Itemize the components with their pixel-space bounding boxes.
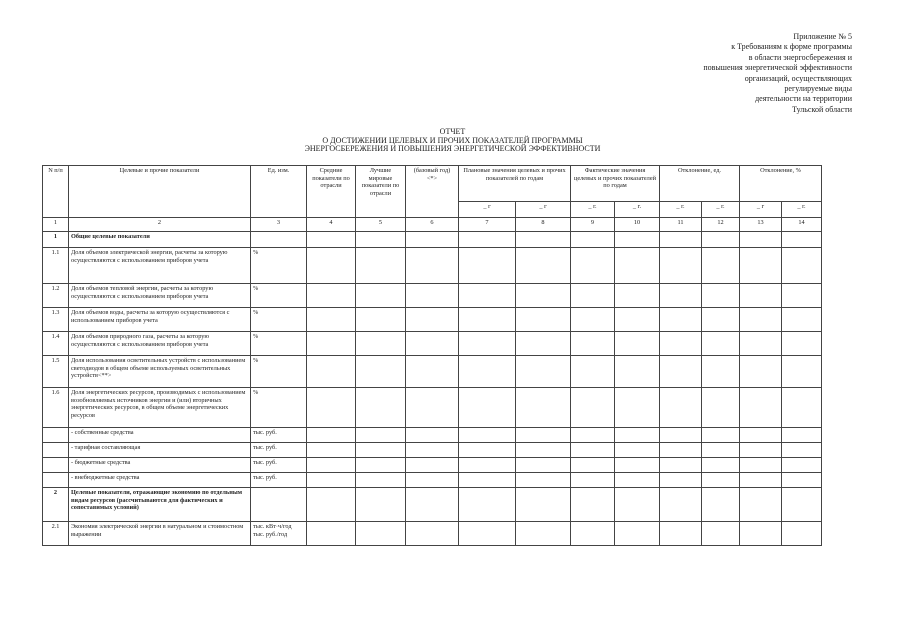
table-row bbox=[43, 428, 822, 443]
header-fact: Фактические значения целевых и прочих показателей по годам bbox=[571, 166, 660, 202]
indicator-unit: % bbox=[251, 356, 307, 388]
appendix-line: Тульской области bbox=[792, 104, 852, 114]
indicator-unit: % bbox=[251, 308, 307, 332]
value-cell bbox=[516, 356, 571, 388]
value-cell bbox=[406, 473, 459, 488]
value-cell bbox=[702, 388, 740, 428]
appendix-line: к Требованиям к форме программы bbox=[731, 42, 852, 52]
value-cell bbox=[782, 458, 822, 473]
value-cell bbox=[740, 332, 782, 356]
indicator-name: Доля объемов воды, расчеты за которую осуществляются с использованием приборов учета bbox=[69, 308, 251, 332]
header-indicator: Целевые и прочие показатели bbox=[69, 166, 251, 218]
indicator-unit: тыс. руб. bbox=[251, 443, 307, 458]
indicator-unit: тыс. руб. bbox=[251, 473, 307, 488]
indicator-unit: % bbox=[251, 248, 307, 284]
value-cell bbox=[660, 284, 702, 308]
value-cell bbox=[459, 248, 516, 284]
indicator-name: - внебюджетные средства bbox=[69, 473, 251, 488]
value-cell bbox=[356, 488, 406, 522]
table-row bbox=[43, 232, 822, 248]
value-cell bbox=[356, 284, 406, 308]
value-cell bbox=[406, 284, 459, 308]
header-avg: Средние показатели по отрасли bbox=[307, 166, 356, 218]
column-number: 12 bbox=[702, 218, 740, 232]
indicator-unit bbox=[251, 232, 307, 248]
value-cell bbox=[740, 473, 782, 488]
value-cell bbox=[660, 332, 702, 356]
column-number: 5 bbox=[356, 218, 406, 232]
value-cell bbox=[782, 388, 822, 428]
value-cell bbox=[740, 284, 782, 308]
row-number bbox=[43, 443, 69, 458]
value-cell bbox=[782, 332, 822, 356]
value-cell bbox=[406, 388, 459, 428]
value-cell bbox=[516, 308, 571, 332]
value-cell bbox=[740, 356, 782, 388]
value-cell bbox=[571, 356, 615, 388]
value-cell bbox=[782, 284, 822, 308]
row-number: 2 bbox=[43, 488, 69, 522]
value-cell bbox=[660, 356, 702, 388]
year-subheader: _ г bbox=[740, 202, 782, 218]
appendix-line: Приложение № 5 bbox=[793, 32, 852, 41]
value-cell bbox=[356, 248, 406, 284]
value-cell bbox=[615, 522, 660, 546]
value-cell bbox=[740, 248, 782, 284]
appendix-line: регулируемые виды bbox=[784, 84, 852, 94]
value-cell bbox=[516, 443, 571, 458]
indicator-unit: % bbox=[251, 388, 307, 428]
value-cell bbox=[459, 308, 516, 332]
row-number: 1.3 bbox=[43, 308, 69, 332]
value-cell bbox=[740, 308, 782, 332]
value-cell bbox=[615, 443, 660, 458]
value-cell bbox=[307, 522, 356, 546]
value-cell bbox=[356, 332, 406, 356]
report-title-line: О ДОСТИЖЕНИИ ЦЕЛЕВЫХ И ПРОЧИХ ПОКАЗАТЕЛЕЙ ПРОГРАММЫ bbox=[322, 135, 583, 145]
value-cell bbox=[571, 248, 615, 284]
value-cell bbox=[782, 232, 822, 248]
header-base-year: (базовый год) <*> bbox=[406, 166, 459, 218]
value-cell bbox=[571, 388, 615, 428]
report-title bbox=[0, 128, 905, 154]
value-cell bbox=[406, 443, 459, 458]
header-unit: Ед. изм. bbox=[251, 166, 307, 218]
value-cell bbox=[307, 443, 356, 458]
year-subheader: _ г bbox=[459, 202, 516, 218]
value-cell bbox=[307, 428, 356, 443]
column-number: 6 bbox=[406, 218, 459, 232]
appendix-line: в области энергосбережения и bbox=[748, 52, 852, 62]
indicator-unit: тыс. кВт·ч/год тыс. руб./год bbox=[251, 522, 307, 546]
value-cell bbox=[782, 308, 822, 332]
year-subheader: _ г. bbox=[660, 202, 702, 218]
value-cell bbox=[660, 308, 702, 332]
indicator-unit: % bbox=[251, 332, 307, 356]
indicator-name: Экономия электрической энергии в натуральном и стоимостном выражении bbox=[69, 522, 251, 546]
value-cell bbox=[307, 232, 356, 248]
value-cell bbox=[782, 248, 822, 284]
row-number bbox=[43, 458, 69, 473]
value-cell bbox=[459, 388, 516, 428]
value-cell bbox=[516, 488, 571, 522]
value-cell bbox=[740, 428, 782, 443]
value-cell bbox=[307, 388, 356, 428]
value-cell bbox=[516, 473, 571, 488]
indicator-name: Доля энергетических ресурсов, производимых с использованием возобновляемых источников энергии и (или) вторичных энергетических ресурсов, в общем объеме энергетических ресурсов bbox=[69, 388, 251, 428]
value-cell bbox=[615, 284, 660, 308]
value-cell bbox=[307, 332, 356, 356]
header-dev-abs: Отклонение, ед. bbox=[660, 166, 740, 202]
value-cell bbox=[307, 458, 356, 473]
year-subheader: _ г bbox=[516, 202, 571, 218]
row-number bbox=[43, 428, 69, 443]
value-cell bbox=[740, 522, 782, 546]
year-subheader: _ г. bbox=[782, 202, 822, 218]
value-cell bbox=[406, 428, 459, 443]
value-cell bbox=[571, 308, 615, 332]
row-number: 1 bbox=[43, 232, 69, 248]
indicator-unit bbox=[251, 488, 307, 522]
value-cell bbox=[571, 458, 615, 473]
value-cell bbox=[459, 522, 516, 546]
value-cell bbox=[406, 522, 459, 546]
indicator-name: - тарифная составляющая bbox=[69, 443, 251, 458]
value-cell bbox=[459, 458, 516, 473]
indicator-name: Доля объемов электрической энергии, расчеты за которую осуществляются с использованием приборов учета bbox=[69, 248, 251, 284]
value-cell bbox=[740, 443, 782, 458]
value-cell bbox=[516, 332, 571, 356]
column-number: 11 bbox=[660, 218, 702, 232]
value-cell bbox=[406, 308, 459, 332]
value-cell bbox=[740, 488, 782, 522]
column-number: 10 bbox=[615, 218, 660, 232]
table-row bbox=[43, 388, 822, 428]
report-table bbox=[42, 165, 822, 546]
value-cell bbox=[356, 443, 406, 458]
indicator-name: - собственные средства bbox=[69, 428, 251, 443]
value-cell bbox=[406, 332, 459, 356]
value-cell bbox=[615, 428, 660, 443]
indicator-name: Доля объемов тепловой энергии, расчеты за которую осуществляются с использованием приборов учета bbox=[69, 284, 251, 308]
value-cell bbox=[571, 332, 615, 356]
value-cell bbox=[702, 473, 740, 488]
header-plan: Плановые значения целевых и прочих показателей по годам bbox=[459, 166, 571, 202]
value-cell bbox=[356, 308, 406, 332]
year-subheader: _ г. bbox=[571, 202, 615, 218]
appendix-header bbox=[612, 32, 852, 115]
value-cell bbox=[571, 428, 615, 443]
value-cell bbox=[571, 443, 615, 458]
value-cell bbox=[702, 522, 740, 546]
value-cell bbox=[660, 248, 702, 284]
value-cell bbox=[356, 473, 406, 488]
value-cell bbox=[406, 488, 459, 522]
value-cell bbox=[702, 443, 740, 458]
value-cell bbox=[571, 232, 615, 248]
appendix-line: деятельности на территории bbox=[755, 94, 852, 104]
value-cell bbox=[356, 428, 406, 443]
value-cell bbox=[516, 458, 571, 473]
indicator-unit: тыс. руб. bbox=[251, 428, 307, 443]
indicator-name: Целевые показатели, отражающие экономию по отдельным видам ресурсов (рассчитываются для фактических и сопоставимых условий) bbox=[69, 488, 251, 522]
appendix-line: организаций, осуществляющих bbox=[744, 73, 852, 83]
table-row bbox=[43, 308, 822, 332]
value-cell bbox=[782, 473, 822, 488]
header-num: N п/п bbox=[43, 166, 69, 218]
value-cell bbox=[660, 458, 702, 473]
row-number: 1.5 bbox=[43, 356, 69, 388]
header-best: Лучшие мировые показатели по отрасли bbox=[356, 166, 406, 218]
value-cell bbox=[782, 356, 822, 388]
value-cell bbox=[459, 332, 516, 356]
value-cell bbox=[702, 308, 740, 332]
value-cell bbox=[702, 356, 740, 388]
value-cell bbox=[571, 522, 615, 546]
value-cell bbox=[516, 428, 571, 443]
value-cell bbox=[782, 443, 822, 458]
value-cell bbox=[307, 488, 356, 522]
value-cell bbox=[516, 248, 571, 284]
value-cell bbox=[702, 248, 740, 284]
row-number: 2.1 bbox=[43, 522, 69, 546]
value-cell bbox=[356, 522, 406, 546]
table-row bbox=[43, 443, 822, 458]
column-number: 14 bbox=[782, 218, 822, 232]
indicator-name: Общие целевые показатели bbox=[69, 232, 251, 248]
indicator-unit: % bbox=[251, 284, 307, 308]
value-cell bbox=[307, 473, 356, 488]
value-cell bbox=[615, 248, 660, 284]
value-cell bbox=[660, 232, 702, 248]
value-cell bbox=[571, 284, 615, 308]
value-cell bbox=[740, 458, 782, 473]
value-cell bbox=[307, 248, 356, 284]
value-cell bbox=[516, 522, 571, 546]
table-row bbox=[43, 248, 822, 284]
value-cell bbox=[660, 488, 702, 522]
value-cell bbox=[660, 443, 702, 458]
year-subheader: _ г. bbox=[702, 202, 740, 218]
value-cell bbox=[615, 388, 660, 428]
table-row bbox=[43, 284, 822, 308]
value-cell bbox=[516, 284, 571, 308]
value-cell bbox=[356, 232, 406, 248]
column-number: 8 bbox=[516, 218, 571, 232]
indicator-name: Доля объемов природного газа, расчеты за которую осуществляются с использованием приборов учета bbox=[69, 332, 251, 356]
table-row bbox=[43, 473, 822, 488]
value-cell bbox=[660, 522, 702, 546]
value-cell bbox=[660, 428, 702, 443]
value-cell bbox=[571, 488, 615, 522]
value-cell bbox=[702, 332, 740, 356]
value-cell bbox=[702, 232, 740, 248]
value-cell bbox=[740, 232, 782, 248]
value-cell bbox=[307, 284, 356, 308]
value-cell bbox=[615, 356, 660, 388]
value-cell bbox=[702, 428, 740, 443]
value-cell bbox=[307, 356, 356, 388]
value-cell bbox=[459, 428, 516, 443]
value-cell bbox=[356, 356, 406, 388]
indicator-name: - бюджетные средства bbox=[69, 458, 251, 473]
value-cell bbox=[459, 284, 516, 308]
value-cell bbox=[459, 356, 516, 388]
value-cell bbox=[356, 388, 406, 428]
value-cell bbox=[459, 488, 516, 522]
column-number: 7 bbox=[459, 218, 516, 232]
value-cell bbox=[516, 232, 571, 248]
row-number: 1.2 bbox=[43, 284, 69, 308]
report-title-line: ОТЧЕТ bbox=[439, 127, 466, 136]
table-row bbox=[43, 332, 822, 356]
value-cell bbox=[459, 473, 516, 488]
value-cell bbox=[740, 388, 782, 428]
value-cell bbox=[516, 388, 571, 428]
value-cell bbox=[782, 522, 822, 546]
table-row bbox=[43, 488, 822, 522]
year-subheader: _ г. bbox=[615, 202, 660, 218]
row-number: 1.4 bbox=[43, 332, 69, 356]
value-cell bbox=[406, 458, 459, 473]
row-number: 1.6 bbox=[43, 388, 69, 428]
value-cell bbox=[615, 488, 660, 522]
value-cell bbox=[702, 458, 740, 473]
header-dev-pct: Отклонение, % bbox=[740, 166, 822, 202]
value-cell bbox=[406, 232, 459, 248]
indicator-unit: тыс. руб. bbox=[251, 458, 307, 473]
value-cell bbox=[782, 428, 822, 443]
value-cell bbox=[307, 308, 356, 332]
column-number: 1 bbox=[43, 218, 69, 232]
value-cell bbox=[615, 308, 660, 332]
table-row bbox=[43, 356, 822, 388]
column-number: 3 bbox=[251, 218, 307, 232]
column-number: 13 bbox=[740, 218, 782, 232]
value-cell bbox=[782, 488, 822, 522]
appendix-line: повышения энергетической эффективности bbox=[703, 63, 852, 73]
report-title-line: ЭНЕРГОСБЕРЕЖЕНИЯ И ПОВЫШЕНИЯ ЭНЕРГЕТИЧЕСКОЙ ЭФФЕКТИВНОСТИ bbox=[304, 144, 601, 154]
row-number bbox=[43, 473, 69, 488]
value-cell bbox=[702, 488, 740, 522]
value-cell bbox=[571, 473, 615, 488]
value-cell bbox=[459, 443, 516, 458]
value-cell bbox=[615, 332, 660, 356]
table-row bbox=[43, 522, 822, 546]
value-cell bbox=[660, 473, 702, 488]
table-row bbox=[43, 458, 822, 473]
value-cell bbox=[702, 284, 740, 308]
value-cell bbox=[459, 232, 516, 248]
row-number: 1.1 bbox=[43, 248, 69, 284]
column-number: 9 bbox=[571, 218, 615, 232]
value-cell bbox=[356, 458, 406, 473]
value-cell bbox=[406, 356, 459, 388]
value-cell bbox=[615, 473, 660, 488]
value-cell bbox=[660, 388, 702, 428]
indicator-name: Доля использования осветительных устройств с использованием светодиодов в общем объеме используемых осветительных устройств<**> bbox=[69, 356, 251, 388]
column-number: 2 bbox=[69, 218, 251, 232]
value-cell bbox=[615, 458, 660, 473]
value-cell bbox=[406, 248, 459, 284]
value-cell bbox=[615, 232, 660, 248]
column-number: 4 bbox=[307, 218, 356, 232]
